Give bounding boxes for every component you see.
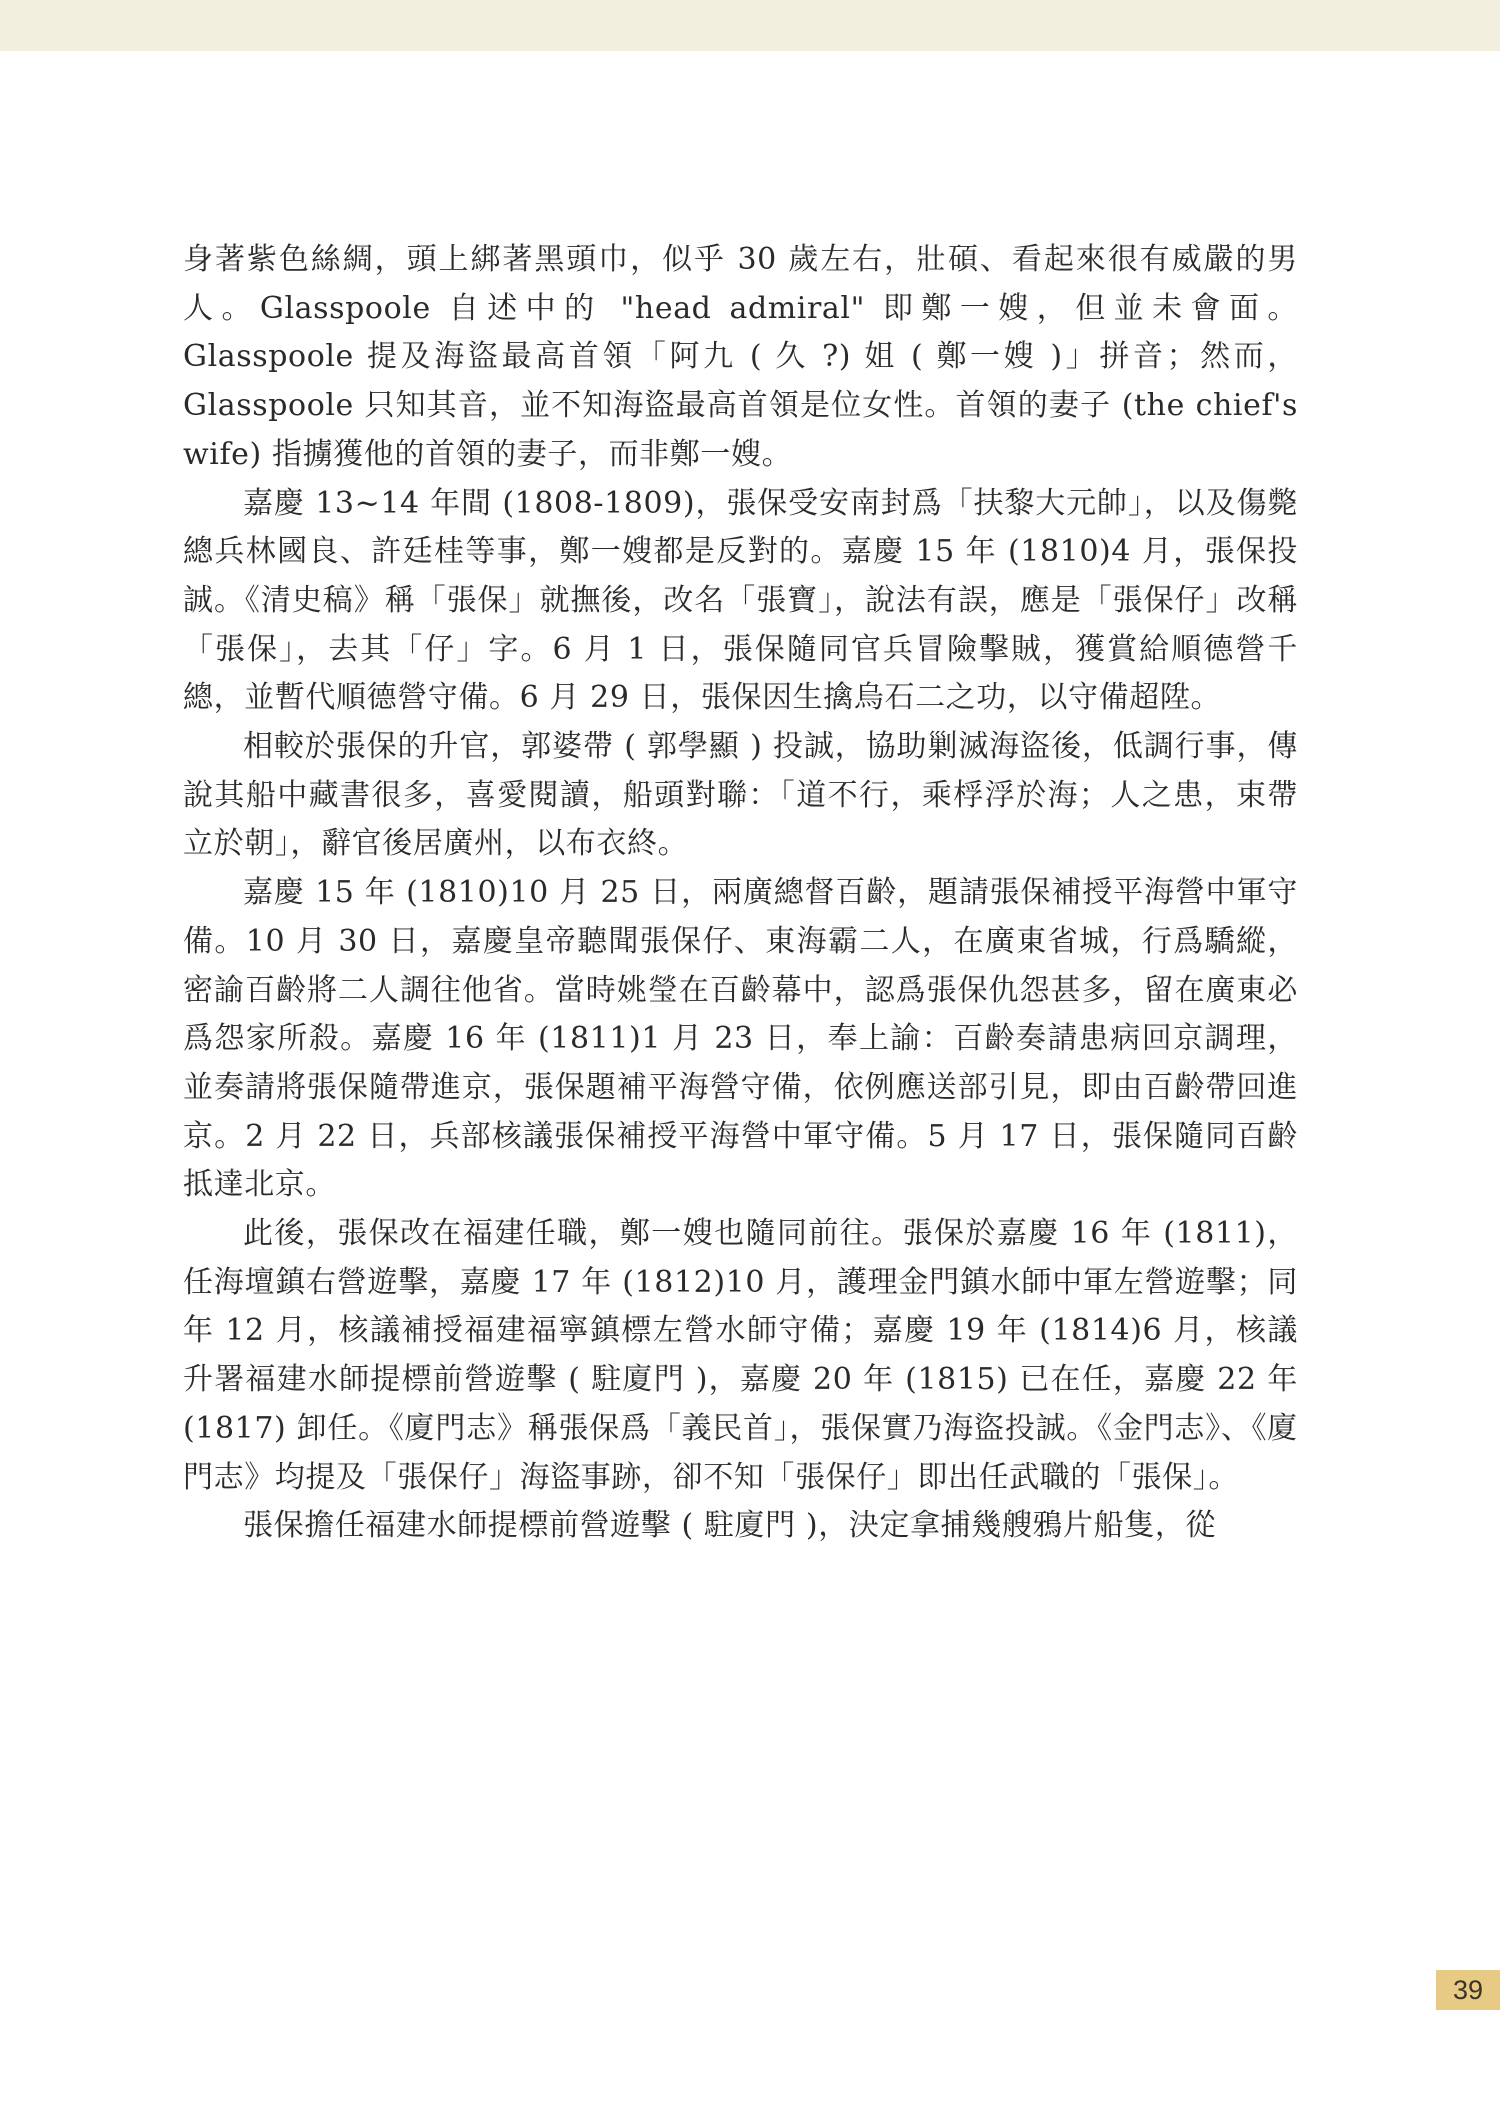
paragraph-3: 相較於張保的升官，郭婆帶 ( 郭學顯 ) 投誠，協助剿滅海盜後，低調行事，傳說其船中藏書很多，喜愛閱讀，船頭對聯：「道不行，乘桴浮於海；人之患，束帶立於朝」，辭官後居廣州，以布衣終。 xyxy=(183,729,1298,862)
top-header-band xyxy=(0,0,1500,51)
paragraph-2: 嘉慶 13~14 年間 (1808-1809)，張保受安南封爲「扶黎大元帥」，以及傷斃總兵林國良、許廷桂等事，鄭一嫂都是反對的。嘉慶 15 年 (1810)4 月，張保投誠。《清史稿》稱「張保」就撫後，改名「張寶」，說法有誤，應是「張保仔」改稱「張保」，去其「仔」字。6 月 1 日，張保隨同官兵冒險擊賊，獲賞給順德營千總，並暫代順德營守備。6 月 29 日，張保因生擒烏石二之功，以守備超陞。 xyxy=(183,485,1298,716)
page-number: 39 xyxy=(1436,1970,1500,2010)
paragraph-5: 此後，張保改在福建任職，鄭一嫂也隨同前往。張保於嘉慶 16 年 (1811)，任海壇鎮右營遊擊，嘉慶 17 年 (1812)10 月，護理金門鎮水師中軍左營遊擊；同年 12 月，核議補授福建福寧鎮標左營水師守備；嘉慶 19 年 (1814)6 月，核議升署福建水師提標前營遊擊 ( 駐廈門 )，嘉慶 20 年 (1815) 已在任，嘉慶 22 年 (1817) 卸任。《廈門志》稱張保爲「義民首」，張保實乃海盜投誠。《金門志》、《廈門志》均提及「張保仔」海盜事跡，卻不知「張保仔」即出任武職的「張保」。 xyxy=(183,1216,1298,1495)
body-text xyxy=(183,236,1298,1551)
paragraph-6: 張保擔任福建水師提標前營遊擊 ( 駐廈門 )，決定拿捕幾艘鴉片船隻，從 xyxy=(243,1508,1217,1544)
paragraph-4: 嘉慶 15 年 (1810)10 月 25 日，兩廣總督百齡，題請張保補授平海營中軍守備。10 月 30 日，嘉慶皇帝聽聞張保仔、東海霸二人，在廣東省城，行爲驕縱，密諭百齡將二人調往他省。當時姚瑩在百齡幕中，認爲張保仇怨甚多，留在廣東必爲怨家所殺。嘉慶 16 年 (1811)1 月 23 日，奉上諭：百齡奏請患病回京調理，並奏請將張保隨帶進京，張保題補平海營守備，依例應送部引見，即由百齡帶回進京。2 月 22 日，兵部核議張保補授平海營中軍守備。5 月 17 日，張保隨同百齡抵達北京。 xyxy=(183,875,1298,1203)
paragraph-1: 身著紫色絲綢，頭上綁著黑頭巾，似乎 30 歲左右，壯碩、看起來很有威嚴的男人。Glasspoole 自述中的 "head admiral" 即鄭一嫂，但並未會面。Glasspoole 提及海盜最高首領「阿九 ( 久 ?) 姐 ( 鄭一嫂 )」拼音；然而，Glasspoole 只知其音，並不知海盜最高首領是位女性。首領的妻子 (the chief's wife) 指擄獲他的首領的妻子，而非鄭一嫂。 xyxy=(183,242,1298,472)
